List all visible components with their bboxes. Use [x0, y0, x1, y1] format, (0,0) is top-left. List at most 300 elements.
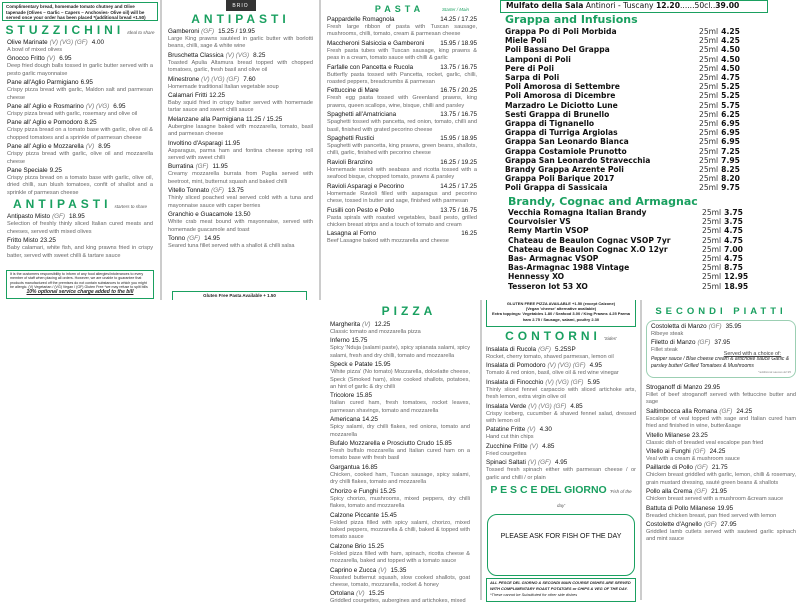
menu-item-name: Bruschetta Classica: [168, 51, 224, 59]
drink-price: 7.25: [721, 146, 740, 156]
pizza-heading: PIZZA: [381, 304, 437, 318]
dietary-tags: (GF): [692, 448, 706, 456]
menu-item-name: Lasagna al Forno: [327, 230, 377, 238]
wine-line-box: Mulfato della Sala Antinori - Tuscany 12.20......50cl..39.00: [500, 0, 768, 13]
menu-item-header: [7, 55, 153, 63]
menu-item: [486, 403, 636, 426]
dietary-tags: (V): [362, 321, 371, 328]
drink-price: 8.75: [724, 263, 743, 273]
menu-item-name: Insalata Verde: [486, 402, 527, 410]
menu-item-name: Bufalo Mozzarella e Prosciutto Crudo: [330, 440, 434, 448]
drink-row: [508, 254, 748, 263]
menu-item-name: Pane Speciale: [7, 167, 48, 175]
menu-item: [327, 111, 477, 134]
menu-item-price: 23.25: [692, 431, 708, 439]
menu-item-name: Calamari Fritti: [168, 92, 208, 100]
menu-item-header: [7, 143, 153, 151]
drink-name: Poli Grappa di Sassicaia: [505, 183, 608, 193]
drink-row: [505, 156, 740, 165]
menu-item-price: 15.95 / 18.95: [440, 135, 477, 143]
menu-item-name: Costolette d'Agnello: [646, 521, 702, 529]
pasta-panel: [323, 0, 481, 245]
menu-item-description: Veal with a cream & mushroom sauce: [646, 456, 740, 463]
drink-name: Grappa di Tignanello: [505, 119, 595, 129]
menu-item-description: Escalope of veal topped with sage and Italian cured ham fried and finished in wine, butter&sage: [646, 415, 796, 430]
drink-row: [505, 45, 740, 54]
menu-item-name: Chorizo e Funghi: [330, 487, 378, 495]
drink-measure: 25ml: [699, 155, 719, 165]
menu-item-name: Pane all' Aglio e Rosmarino: [7, 103, 84, 111]
antipasti-panel: [160, 0, 321, 300]
menu-item-description: Aubergine lasagne baked with mozzarella, tomato, basil and parmesan cheese: [168, 123, 313, 138]
menu-item-description: Fried courgettes: [486, 450, 527, 457]
menu-item: [646, 408, 796, 431]
drink-row: [505, 73, 740, 82]
menu-item-header: [7, 39, 153, 47]
menu-item: [168, 92, 313, 115]
drink-row: [505, 174, 740, 183]
drink-name: Sarpa di Poli: [505, 73, 560, 83]
drink-row: [505, 91, 740, 100]
menu-item-price: 12.25: [374, 321, 391, 328]
main-course-notice: ALL PESCE DEL GIORNO & SECONDI MAIN COURSE DISHES ARE SERVED WITH COMPLIMENTARY ROAST POTATOES or CHIPS & VEG OF THE DAY. *These cannot be Substituted for other side dishes: [486, 578, 636, 602]
drink-name: Grappa Costamiole Prunotto: [505, 146, 627, 156]
menu-item-header: [330, 392, 470, 400]
menu-item: [7, 237, 153, 260]
menu-item-header: [7, 119, 153, 127]
drink-measure: 25ml: [702, 272, 722, 282]
drink-name: Pere di Poli: [505, 63, 554, 73]
dietary-tags: (V): [356, 590, 365, 598]
menu-item-price: 4.30: [539, 426, 552, 434]
menu-item-header: [168, 211, 313, 219]
drink-price: 4.50: [721, 45, 740, 55]
menu-item: [7, 213, 153, 236]
drink-measure: 25ml: [702, 254, 722, 264]
menu-item: [327, 159, 477, 182]
drink-row: [508, 272, 748, 281]
drink-price: 7.00: [724, 244, 743, 254]
drink-name: Grappa San Leonardo Stravecchia: [505, 155, 651, 165]
menu-item-name: Pappardelle Romagnola: [327, 16, 395, 23]
menu-item: [330, 321, 470, 336]
menu-item-header: [646, 505, 796, 513]
drink-measure: 25ml: [702, 244, 722, 254]
menu-item-price: 9.25: [49, 167, 62, 175]
drink-price: 4.75: [724, 226, 743, 236]
drink-measure: 25ml: [699, 63, 719, 73]
dietary-tags: (V) (GF): [527, 459, 551, 467]
menu-item-name: Insalata di Pomodoro: [486, 362, 546, 370]
menu-item-header: [168, 92, 313, 100]
menu-item-price: 4.95: [589, 362, 602, 370]
drink-name: Lamponi di Poli: [505, 54, 571, 64]
drink-price: 8.20: [721, 174, 740, 184]
gluten-free-pasta-notice: Gluten Free Pasta Available + 1.50: [172, 291, 307, 300]
drink-row: [508, 263, 748, 272]
menu-item-description: Crispy pizza bread with garlic, rosemary and olive oil: [7, 111, 138, 118]
menu-item-price: 14.25 / 17.25: [440, 16, 477, 23]
menu-item-price: 4.85: [542, 442, 555, 450]
menu-item-header: [486, 379, 636, 387]
menu-item-header: [646, 488, 796, 496]
menu-item-description: Crispy pizza bread with garlic, Maldon salt and parmesan cheese: [7, 87, 153, 101]
menu-item-description: Tossed fresh spinach either with parmesan cheese / or garlic and chilli / or plain: [486, 467, 636, 481]
menu-item: [486, 362, 636, 377]
drinks-panel: [500, 0, 800, 300]
menu-item-header: [327, 135, 477, 143]
pesce-heading: P E S C E DEL GIORNO 'Fish of the day': [490, 484, 632, 509]
menu-item-name: Fritto Misto: [7, 237, 39, 245]
menu-item-price: 24.25: [709, 448, 726, 456]
menu-item: [330, 543, 470, 566]
pizza-extras-notice: GLUTEN FREE PIZZA AVAILABLE +1.50 (except Calzone) (Vegan 'cheese' alternative available) Extra toppings: Vegetables 1.80 / Seafood 3.00 / King Prawns 4.25 Parma ham 2.75 / Sausage, salami, poultry 2.30: [486, 300, 636, 327]
menu-item-description: Spicy salami, dry chilli flakes, red onions, tomato and mozzarella: [330, 424, 470, 438]
menu-item-header: [486, 443, 636, 451]
menu-item-header: [651, 339, 791, 347]
dietary-tags: (GF): [52, 213, 66, 221]
menu-item-header: [646, 521, 796, 529]
menu-item: [330, 392, 470, 415]
menu-item: [168, 52, 313, 75]
menu-item: [646, 521, 796, 544]
drink-name: Marzadro Le Diciotto Lune: [505, 100, 618, 110]
drink-price: 6.95: [721, 137, 740, 147]
menu-item-header: [646, 464, 796, 472]
dietary-tags: (V): [378, 566, 387, 574]
drink-row: [505, 165, 740, 174]
menu-item-header: [327, 64, 477, 72]
menu-item-name: Gamberoni: [168, 28, 200, 35]
menu-item-name: Farfalle con Pancetta e Rucola: [327, 63, 414, 71]
dietary-tags: (V) (VG): [225, 51, 250, 59]
drink-row: [508, 226, 748, 235]
menu-item: [646, 432, 796, 447]
drink-price: 12.95: [724, 272, 749, 282]
drink-price: 9.75: [721, 183, 740, 193]
menu-item-price: 15.85: [356, 392, 373, 400]
dietary-tags: (GF): [211, 187, 225, 195]
menu-item-name: Involtino d'Asparagi: [168, 139, 223, 147]
dietary-tags: (GF): [201, 28, 215, 35]
menu-item-description: Griddled lamb cutlets served with sauteed garlic spinach and mint sauce: [646, 529, 796, 543]
menu-item-header: [486, 459, 636, 467]
dietary-tags: (V): [46, 55, 56, 63]
menu-item-description: Ribeye steak: [651, 331, 684, 337]
drink-price: 4.75: [724, 235, 743, 245]
menu-item-name: Filetto di Manzo: [651, 339, 696, 347]
allergy-notice: It is the customers responsibility to inform of any food allergies/intolerances to every member of staff when placing all orders. However, we are unable to guarantee that products manufactured off the premises do not contain substances to which you might be allergic. (V) Vegetarian / (VG) Vegan / (GF) Gluten Free *we may refuse to split bills 10% optional service charge added to the bill: [6, 270, 154, 299]
menu-item-price: 6.95: [59, 55, 72, 63]
menu-item-price: 24.25: [736, 407, 753, 415]
menu-item-header: [168, 163, 313, 171]
drink-measure: 25ml: [699, 146, 719, 156]
menu-item-header: [327, 111, 477, 119]
menu-item: [7, 167, 153, 197]
drink-price: 5.75: [721, 100, 740, 110]
menu-item-name: Melanzane alla Parmigiana: [168, 115, 244, 123]
menu-item: [7, 79, 153, 102]
menu-item-header: [330, 464, 470, 472]
menu-item-description: Spaghetti tossed with pancetta, red onion, tomato, chilli and basil, finished with grated pecorino cheese: [327, 119, 477, 133]
menu-item: [168, 76, 313, 91]
menu-item-price: 15.25: [368, 590, 385, 598]
menu-item-description: Fillet steak: [651, 347, 678, 354]
drink-price: 3.75: [724, 208, 743, 217]
menu-item-name: Margherita: [330, 321, 361, 328]
menu-item-header: [168, 76, 313, 84]
drink-price: 5.25: [721, 82, 740, 92]
menu-item-name: Ravioli Asparagi e Pecorino: [327, 182, 405, 190]
menu-item-description: Thinly sliced fennel carpaccio with sliced artichoke arts, fresh lemon, extra virgin olive oil: [486, 386, 636, 401]
menu-item-price: 15.95: [374, 361, 391, 369]
drink-row: [505, 110, 740, 119]
menu-item-header: [7, 167, 153, 175]
drink-name: Remy Martin VSOP: [508, 226, 589, 236]
menu-item-name: Gnocco Fritto: [7, 55, 45, 63]
menu-item: [327, 183, 477, 206]
dietary-tags: (GF): [719, 407, 733, 415]
menu-item-price: 15.25 / 19.95: [218, 28, 255, 35]
menu-item-header: [168, 235, 313, 243]
dietary-tags: (GF): [708, 323, 722, 330]
antipasti-share-heading: ANTIPASTI starters to share: [13, 197, 147, 212]
menu-item-description: White crab meat bound with mayonnaise, served with homemade guacamole and toast: [168, 219, 313, 233]
menu-item-description: Pasta spirals with roasted vegetables, basil pesto, grilled chicken breast strips and a touch of tomato and cream: [327, 214, 477, 228]
contorni-heading: CONTORNI 'Sides': [505, 329, 617, 343]
menu-item-price: 11.25 / 15.25: [245, 115, 283, 123]
menu-item-description: Asparagus, parma ham and fontina cheese spring roll served with sweet chilli: [168, 147, 313, 162]
menu-item-price: 15.85: [435, 440, 452, 448]
drink-name: Brandy Grappa Arzente Poli: [505, 165, 624, 175]
menu-item-name: Calzone Piccante: [330, 511, 380, 519]
menu-item-name: Zucchine Fritte: [486, 442, 528, 450]
menu-item-header: [646, 432, 796, 440]
menu-item-price: 37.95: [714, 339, 731, 347]
drink-name: Hennessy XO: [508, 272, 565, 282]
menu-item: [646, 464, 796, 487]
drink-row: [505, 36, 740, 45]
drink-row: [505, 128, 740, 137]
drink-name: Chateau de Beaulon Cognac VSOP 7yr: [508, 235, 671, 245]
menu-item-name: Vitello ai Funghi: [646, 448, 691, 456]
brandy-heading: Brandy, Cognac and Armagnac: [508, 195, 698, 208]
menu-item-name: Fettuccine di Mare: [327, 87, 379, 95]
dietary-tags: (V) (VG) (GF): [528, 402, 567, 410]
dietary-tags: (V) (VG) (GF): [201, 75, 240, 83]
drink-measure: 25ml: [699, 27, 719, 36]
menu-item-header: [646, 408, 796, 416]
menu-item: [168, 163, 313, 186]
menu-item-name: Maccheroni Salsiccia e Gamberoni: [327, 39, 425, 47]
fish-of-day-box: PLEASE ASK FOR FISH OF THE DAY: [487, 514, 635, 576]
menu-item-price: 27.95: [720, 521, 737, 529]
menu-item-price: 8.25: [84, 119, 97, 127]
menu-item-description: Crispy pizza bread with garlic, olive oil and mozzarella cheese: [7, 151, 153, 165]
menu-item-price: 5.95: [587, 378, 600, 386]
dietary-tags: (GF): [187, 234, 201, 242]
menu-item: [330, 416, 470, 439]
drink-measure: 25ml: [699, 73, 719, 83]
drink-row: [505, 119, 740, 128]
menu-item-description: Chicken breast served with a mushroom &cream sauce: [646, 496, 784, 503]
menu-item-description: A bowl of mixed olives: [7, 47, 63, 53]
dietary-tags: (V) (VG) (GF): [545, 378, 584, 386]
drink-row: [505, 55, 740, 64]
drink-measure: 25ml: [699, 54, 719, 64]
menu-item-name: Patatine Fritte: [486, 426, 526, 434]
drink-measure: 25ml: [699, 82, 719, 92]
menu-item: [486, 346, 636, 361]
menu-item-header: [486, 426, 636, 434]
menu-item-description: Spicy chorizo, mushrooms, mixed peppers, dry chilli flakes, tomato and mozzarella: [330, 495, 470, 510]
menu-item-description: Selection of freshly thinly sliced Italian cured meats and cheeses, served with mixed olives: [7, 221, 153, 235]
menu-item-name: Spinaci Saltati: [486, 459, 526, 467]
menu-item-name: Spaghetti Rustici: [327, 135, 375, 143]
menu-item: [330, 361, 470, 391]
drink-measure: 25ml: [699, 36, 719, 46]
drink-row: [508, 208, 748, 217]
menu-item-description: Seared tuna fillet served with a shallot & chilli salsa: [168, 242, 295, 249]
drink-name: Tesseron lot 53 XO: [508, 281, 588, 291]
menu-item: [327, 207, 477, 230]
secondi-heading: SECONDI PIATTI: [655, 306, 787, 317]
drink-price: 4.25: [721, 36, 740, 46]
menu-item-header: [330, 543, 470, 551]
menu-item-price: 23.25: [40, 237, 56, 245]
menu-item-description: Crispy pizza bread on a tomato base with garlic, olive oil, dried chilli, sun blush tomatoes, confit of shallot and a sprinkle of parmesan cheese: [7, 175, 153, 196]
menu-item-header: [168, 28, 313, 36]
dietary-tags: (GF): [697, 339, 711, 347]
menu-item: [7, 39, 153, 54]
menu-item-description: Breaded chicken breast, pan fried served with lemon: [646, 512, 777, 519]
drink-measure: 25ml: [699, 119, 719, 129]
menu-item-header: [646, 384, 796, 392]
drink-name: Bas- Armagnac VSOP: [508, 254, 599, 264]
menu-item: [330, 337, 470, 360]
menu-item-name: Battuta di Pollo Milanese: [646, 504, 716, 512]
menu-item: [646, 505, 796, 520]
menu-item-name: Granchio e Guacamole: [168, 211, 233, 219]
menu-item: [646, 384, 796, 407]
drink-measure: 25ml: [702, 226, 722, 236]
menu-item-price: 7.60: [243, 75, 256, 83]
pizza-panel: [300, 300, 482, 605]
drink-name: Bas-Armagnac 1988 Vintage: [508, 263, 630, 273]
dietary-tags: (V) (VG): [85, 103, 110, 111]
menu-item-description: Toasted Apulia Altamura bread topped with chopped tomatoes, garlic, fresh basil and olive oil: [168, 59, 313, 74]
menu-item-price: 4.85: [570, 402, 583, 410]
menu-item-price: 21.75: [711, 464, 728, 472]
menu-item-name: Tricolore: [330, 392, 355, 400]
menu-item-name: Pane all' Aglio e Mozzarella: [7, 143, 84, 151]
menu-item-description: Classic dish of breaded veal escalope pan fried: [646, 439, 764, 446]
menu-item-description: Fresh pasta tubes with Tuscan sausage, king prawns & peas in a cream, tomato sauce with chilli & garlic: [327, 47, 477, 62]
menu-item-price: 14.95: [204, 234, 220, 242]
drink-name: Vecchia Romagna Italian Brandy: [508, 208, 647, 217]
menu-item-price: 15.45: [381, 511, 397, 519]
menu-item-description: Large King prawns sautéed in garlic butter with borlotti beans, chilli, sage & white wine: [168, 36, 313, 50]
drink-measure: 25ml: [702, 263, 722, 273]
menu-item: [327, 40, 477, 63]
menu-item-name: Inferno: [330, 337, 350, 345]
drink-row: [508, 236, 748, 245]
menu-item-name: Gargantua: [330, 463, 360, 471]
menu-item-name: Burratina: [168, 163, 194, 171]
drink-price: 5.25: [721, 91, 740, 101]
drink-measure: 25ml: [699, 128, 719, 138]
menu-item-description: Crispy pizza bread on a tomato base with garlic, olive oil & chopped tomatoes and a sprinkle of parmesan cheese: [7, 127, 153, 141]
menu-item-description: Homemade Ravioli filled with asparagus and pecorino chese, tossed in butter and sage, finished with parmesan: [327, 190, 477, 205]
menu-item-description: Griddled courgettes, aubergines and artichokes, mixed: [330, 598, 466, 605]
dietary-tags: (V) (VG) (GF): [547, 362, 586, 370]
menu-item-name: Costoletta di Manzo: [651, 323, 707, 330]
menu-item: [486, 379, 636, 402]
menu-item-description: Italian cured ham, fresh tomatoes, rocket leaves, parmesan shavings, tomato and mozzarella: [330, 400, 470, 414]
drink-measure: 25ml: [699, 100, 719, 110]
menu-item-price: 4.00: [91, 39, 104, 46]
menu-item: [486, 426, 636, 441]
menu-item-header: [486, 362, 636, 370]
menu-item-price: 13.75 / 16.75: [440, 111, 477, 119]
menu-item-header: [327, 230, 477, 238]
menu-item: [327, 230, 477, 245]
drink-name: Sesti Grappa di Brunello: [505, 109, 610, 119]
menu-item-name: Speck e Patate: [330, 361, 373, 369]
drink-row: [505, 82, 740, 91]
dietary-tags: (GF): [694, 488, 708, 496]
drink-price: 8.25: [721, 165, 740, 175]
menu-item-name: Spaghetti all'Amatriciana: [327, 111, 397, 119]
menu-item-name: Vitello Tonnato: [168, 187, 210, 195]
menu-item: [327, 135, 477, 158]
dietary-tags: (V): [529, 442, 539, 450]
menu-item-description: Butterfly pasta tossed with Pancetta, rocket, garlic, chilli, roasted peppers, breadcrumbs & parmesan: [327, 71, 477, 86]
antipasti-heading: ANTIPASTI: [191, 12, 290, 26]
drink-row: [505, 147, 740, 156]
menu-item-header: [330, 337, 470, 345]
drink-name: Grappa di Turriga Argiolas: [505, 128, 618, 138]
menu-item: [7, 55, 153, 78]
menu-item: [330, 440, 470, 463]
drink-row: [505, 101, 740, 110]
menu-item-name: Caprino e Zucca: [330, 566, 377, 574]
menu-item-header: [330, 512, 470, 520]
menu-item-price: 11.95: [212, 163, 228, 171]
menu-item: [168, 211, 313, 234]
menu-item: [7, 103, 153, 118]
drink-measure: 25ml: [699, 137, 719, 147]
drink-price: 4.75: [724, 254, 743, 264]
drink-row: [505, 137, 740, 146]
menu-item: [646, 448, 796, 463]
menu-item-name: Pane all'Aglio Parmigiano: [7, 79, 79, 87]
menu-item: [327, 16, 477, 39]
drink-name: Courvoisier VS: [508, 217, 571, 227]
drink-name: Chateau de Beaulon Cognac X.O 12yr: [508, 244, 668, 254]
menu-item-header: [168, 116, 313, 124]
menu-item-name: Insalata di Rucola: [486, 346, 537, 353]
drink-measure: 25ml: [702, 281, 722, 291]
drink-measure: 25ml: [699, 174, 719, 184]
menu-item-price: 11.95: [224, 139, 241, 147]
menu-item-header: [7, 213, 153, 221]
menu-item-price: 13.75 / 16.75: [440, 63, 477, 71]
secondi-panel: [642, 300, 800, 600]
drink-price: 6.95: [721, 128, 740, 138]
menu-item-header: [7, 79, 153, 87]
menu-item-price: 15.75: [351, 337, 368, 345]
